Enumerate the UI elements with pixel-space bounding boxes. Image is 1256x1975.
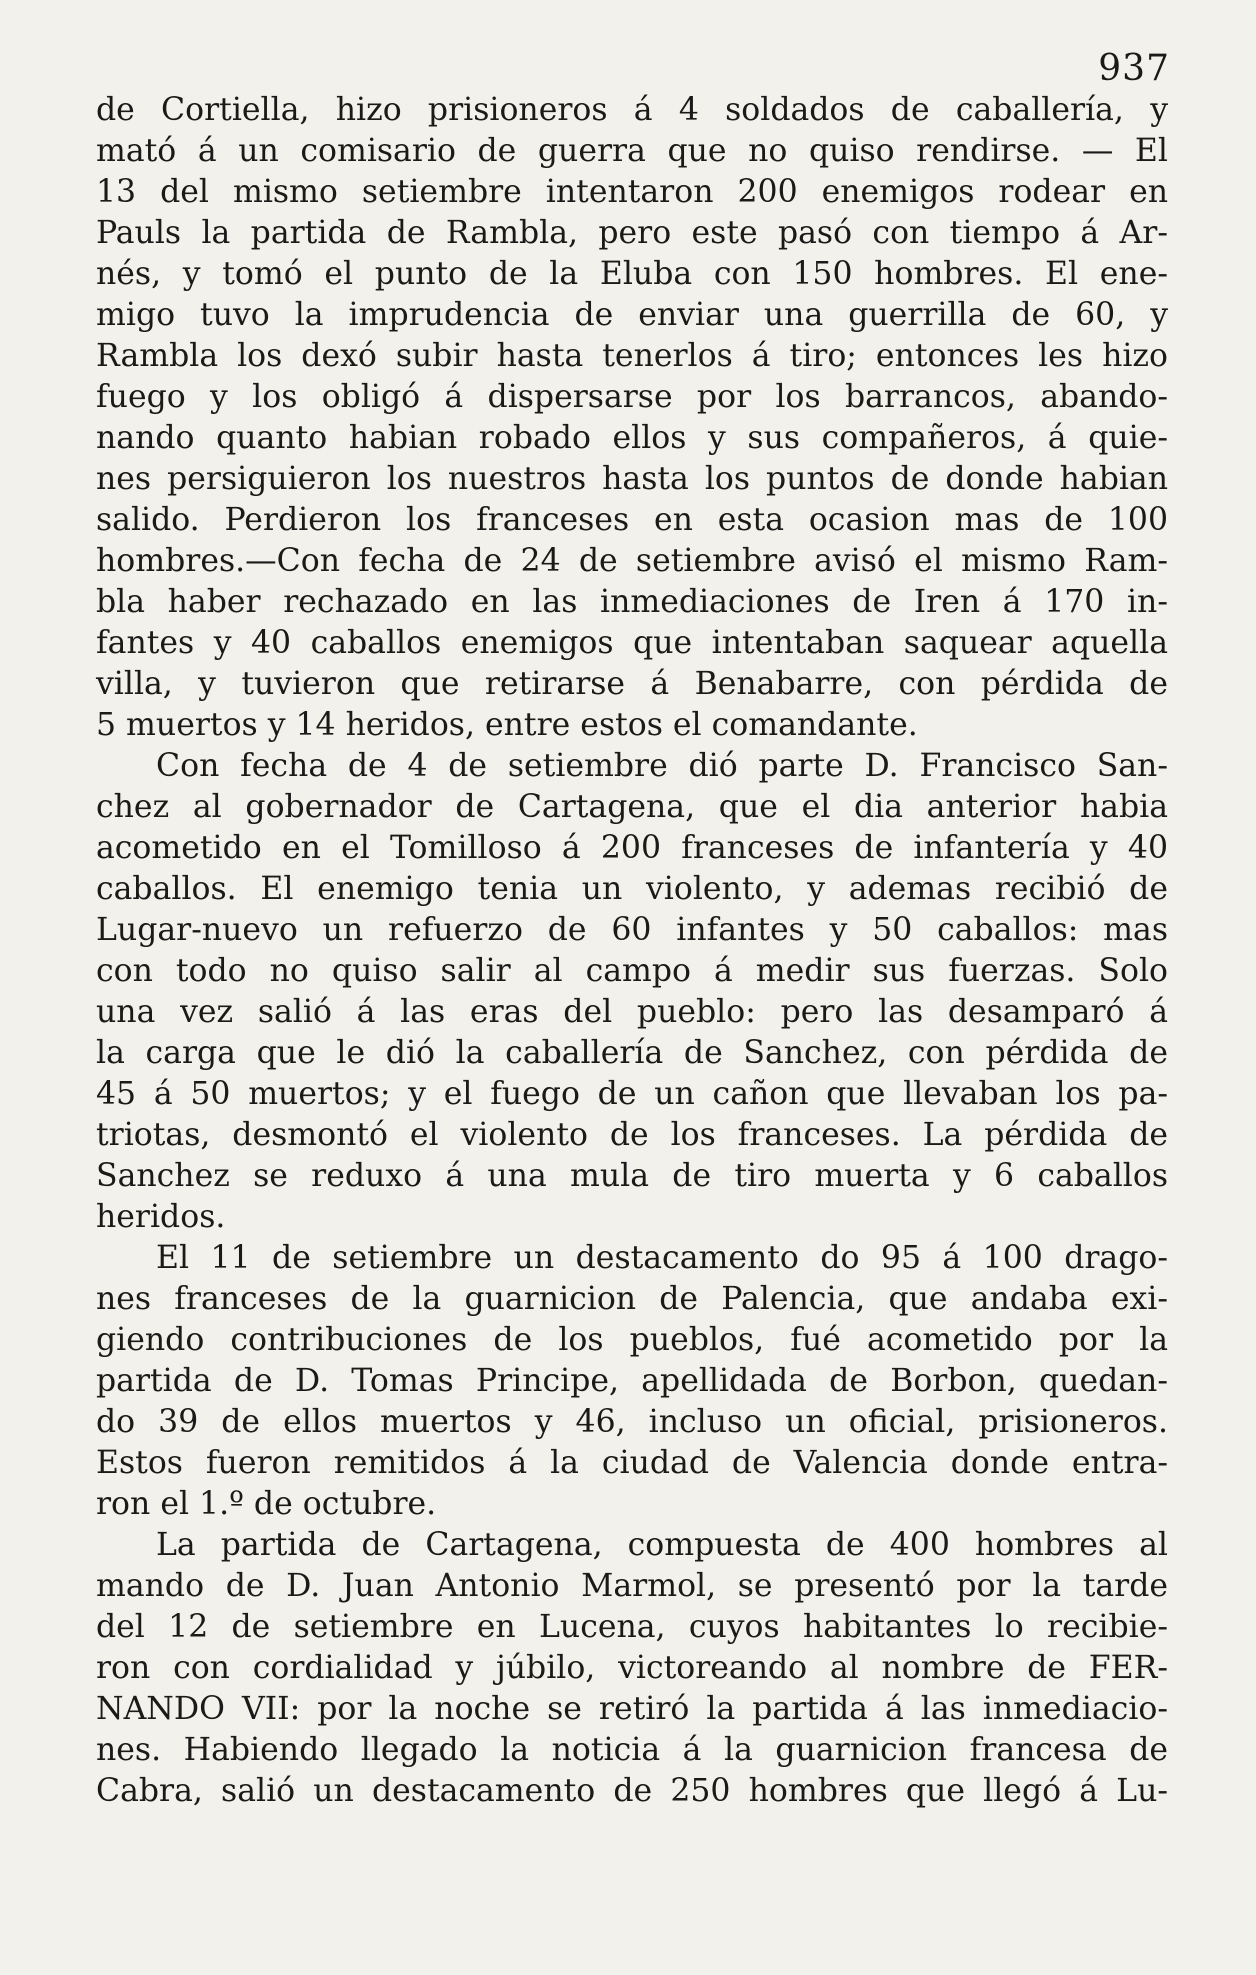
text-line: nando quanto habian robado ellos y sus compañeros, á quie- xyxy=(96,420,1168,456)
text-line: El 11 de setiembre un destacamento do 95 á 100 drago- xyxy=(156,1240,1168,1276)
text-line: do 39 de ellos muertos y 46, incluso un oficial, prisioneros. xyxy=(96,1404,1168,1440)
text-line: Cabra, salió un destacamento de 250 hombres que llegó á Lu- xyxy=(96,1773,1168,1809)
text-line: migo tuvo la imprudencia de enviar una guerrilla de 60, y xyxy=(96,297,1168,333)
text-line: hombres.—Con fecha de 24 de setiembre avisó el mismo Ram- xyxy=(96,543,1168,579)
text-line: villa, y tuvieron que retirarse á Benabarre, con pérdida de xyxy=(96,666,1168,702)
paragraph-4 xyxy=(96,1525,1168,1812)
text-line: Lugar-nuevo un refuerzo de 60 infantes y 50 caballos: mas xyxy=(96,912,1168,948)
text-line: partida de D. Tomas Principe, apellidada de Borbon, quedan- xyxy=(96,1363,1168,1399)
text-line: bla haber rechazado en las inmediaciones de Iren á 170 in- xyxy=(96,584,1168,620)
text-line: fuego y los obligó á dispersarse por los barrancos, abando- xyxy=(96,379,1168,415)
text-line: nes persiguieron los nuestros hasta los puntos de donde habian xyxy=(96,461,1168,497)
text-line: salido. Perdieron los franceses en esta ocasion mas de 100 xyxy=(96,502,1168,538)
text-line: mató á un comisario de guerra que no quiso rendirse. — El xyxy=(96,133,1168,169)
text-line: 45 á 50 muertos; y el fuego de un cañon que llevaban los pa- xyxy=(96,1076,1168,1112)
text-line: Estos fueron remitidos á la ciudad de Valencia donde entra- xyxy=(96,1445,1168,1481)
text-line: de Cortiella, hizo prisioneros á 4 soldados de caballería, y xyxy=(96,92,1168,128)
text-line: Rambla los dexó subir hasta tenerlos á tiro; entonces les hizo xyxy=(96,338,1168,374)
paragraph-3 xyxy=(96,1238,1168,1525)
text-line: mando de D. Juan Antonio Marmol, se presentó por la tarde xyxy=(96,1568,1168,1604)
text-line: nes. Habiendo llegado la noticia á la guarnicion francesa de xyxy=(96,1732,1168,1768)
paragraph-1 xyxy=(96,90,1168,746)
text-line: Con fecha de 4 de setiembre dió parte D. Francisco San- xyxy=(156,748,1168,784)
page-number: 937 xyxy=(1098,48,1170,89)
text-line: caballos. El enemigo tenia un violento, y ademas recibió de xyxy=(96,871,1168,907)
text-line: NANDO VII: por la noche se retiró la partida á las inmediacio- xyxy=(96,1691,1168,1727)
text-line: giendo contribuciones de los pueblos, fué acometido por la xyxy=(96,1322,1168,1358)
text-line: triotas, desmontó el violento de los franceses. La pérdida de xyxy=(96,1117,1168,1153)
text-line: heridos. xyxy=(96,1199,226,1235)
text-line: fantes y 40 caballos enemigos que intentaban saquear aquella xyxy=(96,625,1168,661)
text-line: la carga que le dió la caballería de Sanchez, con pérdida de xyxy=(96,1035,1168,1071)
paragraph-2 xyxy=(96,746,1168,1238)
text-line: 13 del mismo setiembre intentaron 200 enemigos rodear en xyxy=(96,174,1168,210)
text-line: nes franceses de la guarnicion de Palencia, que andaba exi- xyxy=(96,1281,1168,1317)
text-line: Sanchez se reduxo á una mula de tiro muerta y 6 caballos xyxy=(96,1158,1168,1194)
text-line: La partida de Cartagena, compuesta de 400 hombres al xyxy=(156,1527,1168,1563)
text-line: Pauls la partida de Rambla, pero este pasó con tiempo á Ar- xyxy=(96,215,1168,251)
text-line: del 12 de setiembre en Lucena, cuyos habitantes lo recibie- xyxy=(96,1609,1168,1645)
body-text xyxy=(96,90,1168,1812)
text-line: ron el 1.º de octubre. xyxy=(96,1486,437,1522)
text-line: con todo no quiso salir al campo á medir sus fuerzas. Solo xyxy=(96,953,1168,989)
text-line: ron con cordialidad y júbilo, victoreando al nombre de FER- xyxy=(96,1650,1168,1686)
text-line: nés, y tomó el punto de la Eluba con 150 hombres. El ene- xyxy=(96,256,1168,292)
text-line: chez al gobernador de Cartagena, que el dia anterior habia xyxy=(96,789,1168,825)
text-line: acometido en el Tomilloso á 200 franceses de infantería y 40 xyxy=(96,830,1168,866)
text-line: 5 muertos y 14 heridos, entre estos el comandante. xyxy=(96,707,918,743)
text-line: una vez salió á las eras del pueblo: pero las desamparó á xyxy=(96,994,1168,1030)
